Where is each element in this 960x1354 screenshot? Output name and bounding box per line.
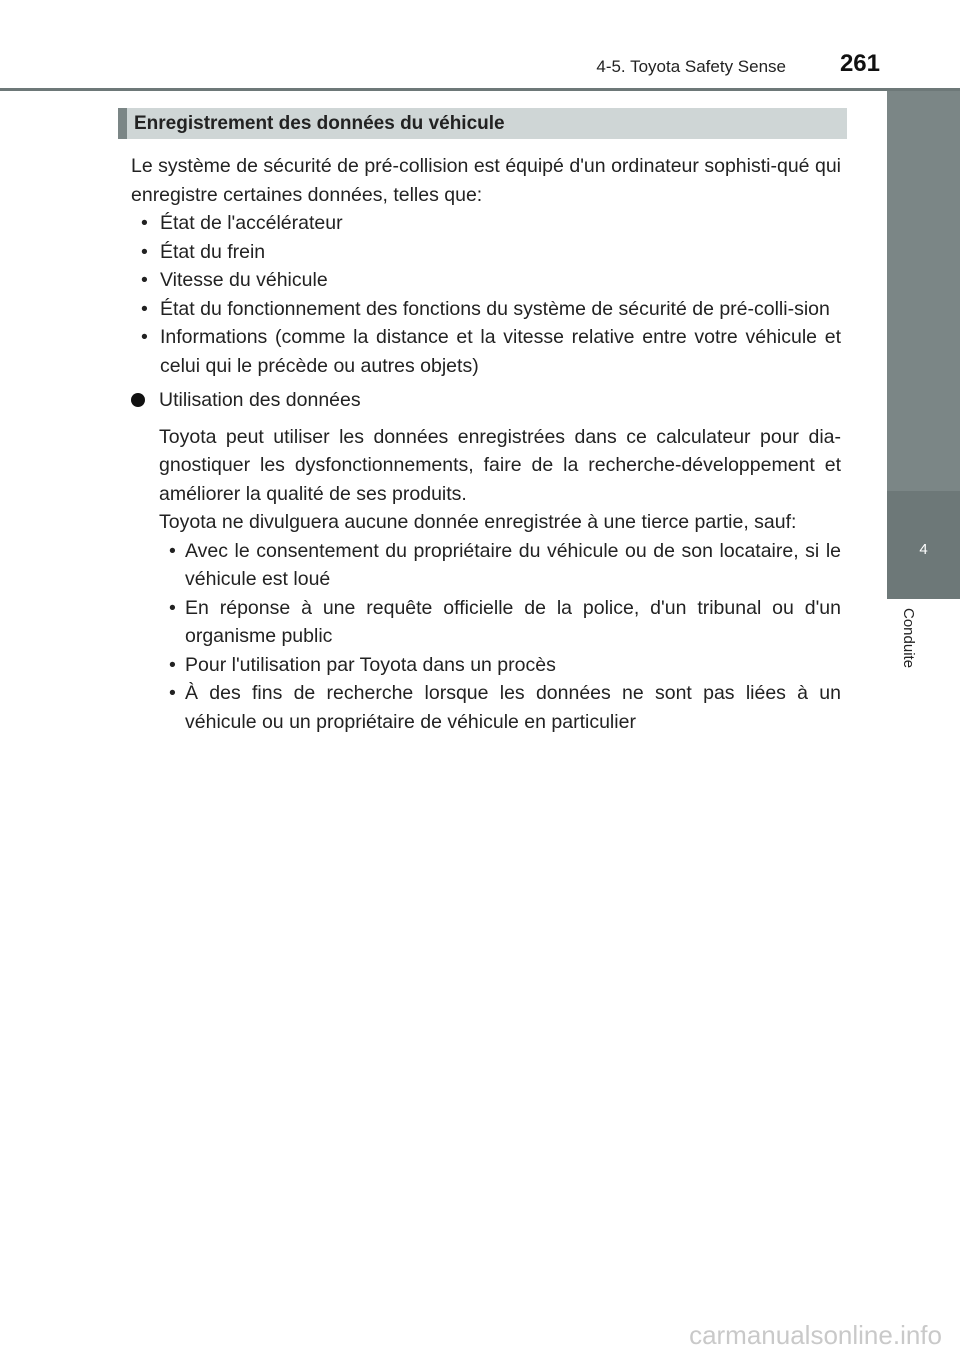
list-item — [131, 266, 841, 295]
intro-paragraph: Le système de sécurité de pré-collision est équipé d'un ordinateur sophisti-qué qui enregistre certaines données, telles que: — [131, 155, 841, 206]
list-item — [131, 323, 841, 380]
list-item-text: Pour l'utilisation par Toyota dans un procès — [185, 653, 556, 676]
chapter-number: 4 — [919, 541, 928, 558]
usage-heading-row — [131, 386, 841, 415]
usage-paragraph-1: Toyota peut utiliser les données enregistrées dans ce calculateur pour dia-gnostiquer les dysfonctionnements, faire de la recherche-développement et améliorer la qualité de ses produits. — [159, 425, 841, 505]
section-title-band — [118, 108, 847, 139]
section-title: Enregistrement des données du véhicule — [134, 113, 505, 134]
list-item-text: Informations (comme la distance et la vitesse relative entre votre véhicule et celui qui le précède ou autres objets) — [160, 326, 841, 377]
side-tab-chapter — [887, 491, 960, 599]
list-item — [159, 651, 841, 680]
body-content — [131, 152, 841, 736]
usage-paragraph-2: Toyota ne divulguera aucune donnée enregistrée à une tierce partie, sauf: — [159, 511, 797, 533]
watermark: carmanualsonline.info — [689, 1320, 942, 1350]
bullet-icon: • — [169, 539, 176, 562]
filled-circle-icon — [131, 393, 145, 407]
bullet-icon: • — [169, 682, 176, 704]
chapter-label: Conduite — [900, 608, 917, 669]
list-item — [159, 594, 841, 651]
header-rule — [0, 88, 960, 91]
bullet-icon: • — [169, 596, 176, 619]
bullet-icon: • — [141, 326, 148, 348]
bullet-icon: • — [141, 269, 148, 291]
list-item-text: En réponse à une requête officielle de la police, d'un tribunal ou d'un organisme public — [185, 596, 841, 647]
list-item-text: Avec le consentement du propriétaire du véhicule ou de son locataire, si le véhicule est loué — [185, 539, 841, 590]
list-item — [131, 209, 841, 238]
side-tab-upper — [887, 91, 960, 491]
bullet-icon: • — [141, 240, 148, 263]
list-item-text: Vitesse du véhicule — [160, 269, 328, 291]
list-item — [131, 238, 841, 267]
list-item-text: À des fins de recherche lorsque les données ne sont pas liées à un véhicule ou un propriétaire de véhicule en particulier — [185, 682, 841, 733]
list-item — [131, 295, 841, 324]
list-item — [159, 679, 841, 736]
list-item-text: État du frein — [160, 240, 266, 263]
page-number: 261 — [839, 50, 880, 77]
bullet-icon: • — [141, 212, 148, 234]
usage-heading: Utilisation des données — [159, 389, 361, 411]
running-header-section: 4-5. Toyota Safety Sense — [596, 57, 786, 76]
list-item-text: État du fonctionnement des fonctions du système de sécurité de pré-colli-sion — [160, 297, 830, 320]
bullet-icon: • — [169, 653, 176, 676]
bullet-icon: • — [141, 297, 148, 320]
list-item-text: État de l'accélérateur — [160, 212, 343, 234]
list-item — [159, 537, 841, 594]
usage-block — [159, 423, 841, 737]
